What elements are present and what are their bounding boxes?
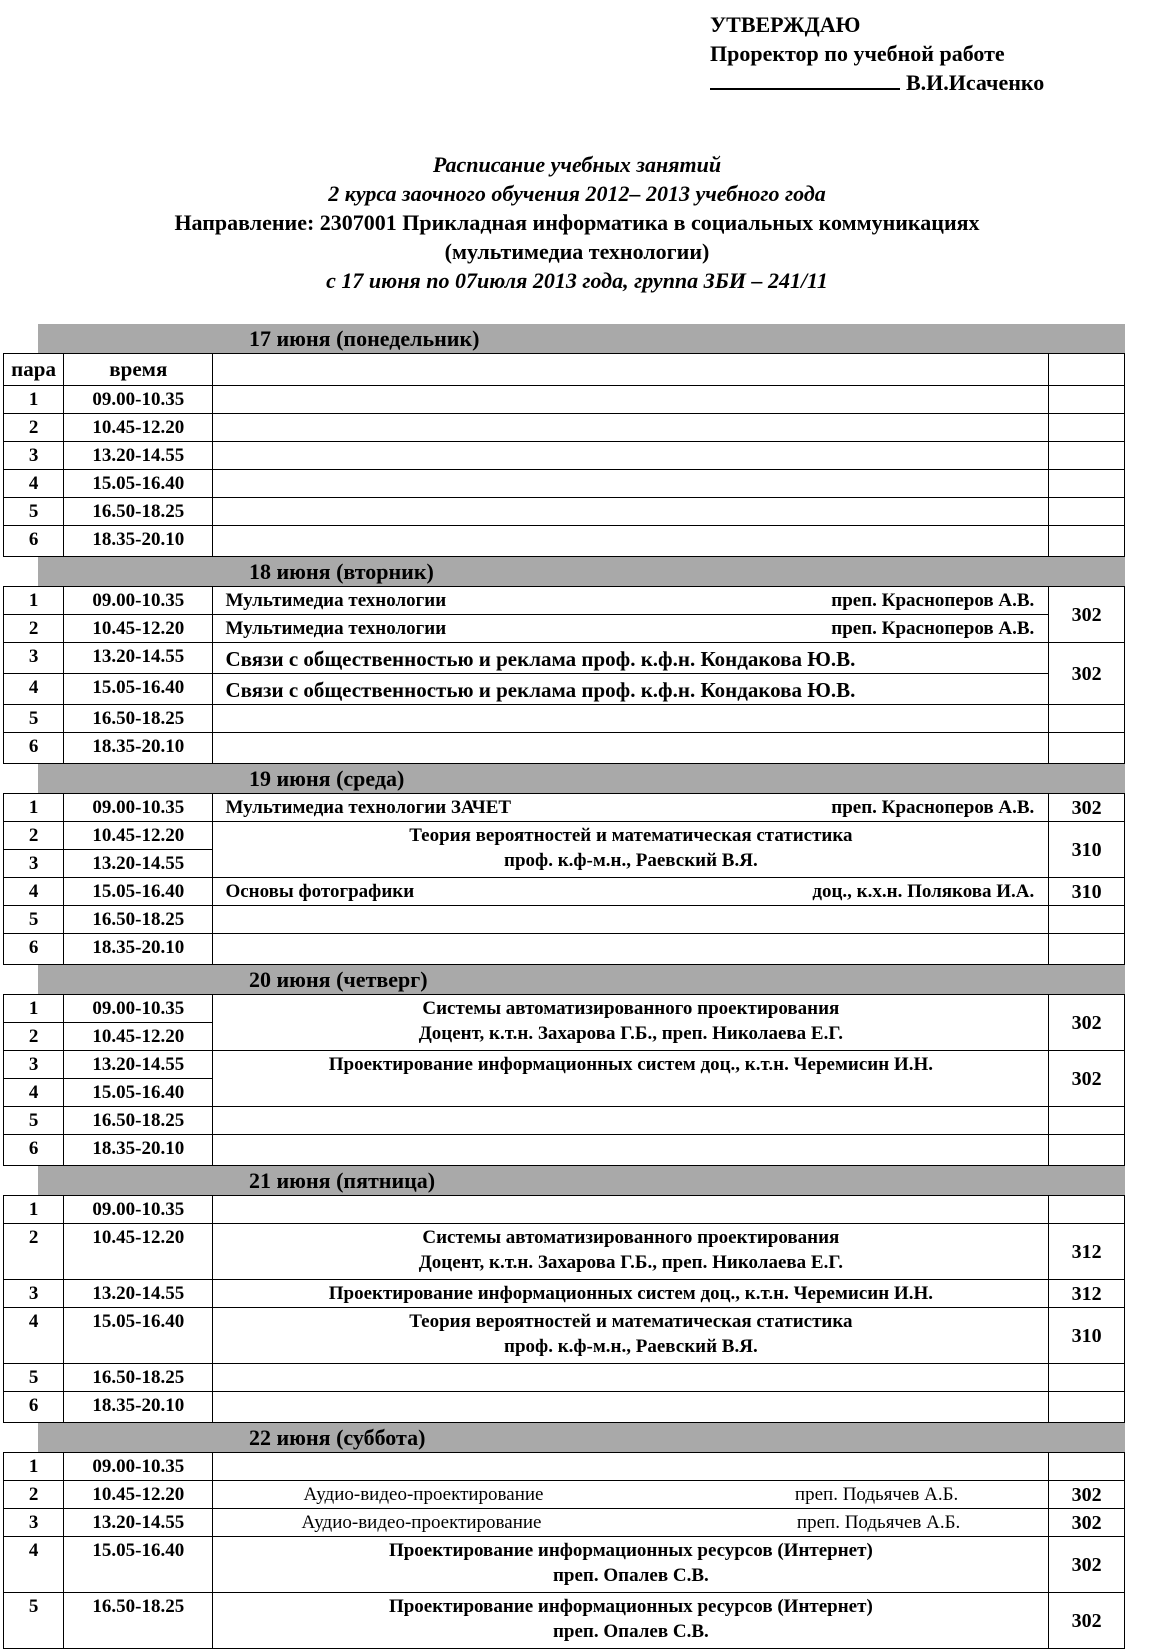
- teacher-name: преп. Красноперов А.В.: [831, 797, 1035, 818]
- subject-cell: [213, 615, 1049, 643]
- subject-cell: [213, 794, 1049, 822]
- teacher-line: преп. Опалев С.В.: [552, 1565, 709, 1586]
- room-cell: 302: [1049, 1481, 1125, 1509]
- room-cell: [1049, 470, 1125, 498]
- subject-cell: [213, 386, 1049, 414]
- time-cell: 10.45-12.20: [64, 1481, 213, 1509]
- room-cell: [1049, 906, 1125, 934]
- time-cell: 18.35-20.10: [64, 934, 213, 965]
- pair-number: 2: [4, 1481, 64, 1509]
- teacher-line: проф. к.ф-м.н., Раевский В.Я.: [504, 850, 758, 871]
- subject-line: Проектирование информационных систем доц., к.т.н. Черемисин И.Н.: [328, 1283, 933, 1304]
- room-cell: 312: [1049, 1280, 1125, 1308]
- day-label: 19 июня (среда): [249, 766, 405, 791]
- subject-row: [213, 1481, 1048, 1506]
- subject-name: Связи с общественностью и реклама проф. к.ф.н. Кондакова Ю.В.: [225, 647, 856, 671]
- time-cell: 09.00-10.35: [64, 1196, 213, 1224]
- pair-number: 1: [4, 587, 64, 615]
- approval-position: Проректор по учебной работе: [710, 41, 1005, 66]
- time-cell: 15.05-16.40: [64, 470, 213, 498]
- day-table: [3, 793, 1125, 965]
- signature-line: [710, 70, 900, 90]
- room-cell: [1049, 498, 1125, 526]
- time-cell: 16.50-18.25: [64, 906, 213, 934]
- time-cell: 09.00-10.35: [64, 995, 213, 1023]
- room-cell: [1049, 442, 1125, 470]
- room-cell: [1049, 414, 1125, 442]
- subject-cell: [213, 822, 1049, 878]
- teacher-name: преп. Подьячев А.Б.: [794, 1484, 959, 1505]
- time-cell: 15.05-16.40: [64, 674, 213, 705]
- day-label: 18 июня (вторник): [249, 559, 434, 584]
- room-cell: 310: [1049, 822, 1125, 878]
- subject-name: Мультимедиа технологии: [225, 618, 447, 639]
- pair-number: 1: [4, 995, 64, 1023]
- subject-row: [213, 1509, 1048, 1534]
- subject-cell: [213, 1107, 1049, 1135]
- room-cell: [1049, 934, 1125, 965]
- pair-number: 3: [4, 850, 64, 878]
- pair-number: 4: [4, 1537, 64, 1593]
- approval-block: [710, 10, 1044, 97]
- time-cell: 18.35-20.10: [64, 1135, 213, 1166]
- subject-line: Теория вероятностей и математическая статистика: [409, 825, 853, 846]
- header-line-3: Направление: 2307001 Прикладная информатика в социальных коммуникациях: [174, 210, 980, 235]
- room-cell: 310: [1049, 878, 1125, 906]
- day-table: [3, 353, 1125, 557]
- subject-cell: [213, 1453, 1049, 1481]
- subject-row: [213, 615, 1048, 640]
- subject-line: Теория вероятностей и математическая статистика: [409, 1311, 853, 1332]
- time-cell: 13.20-14.55: [64, 1051, 213, 1079]
- room-cell: [1049, 705, 1125, 733]
- subject-row: [213, 587, 1048, 612]
- room-cell: 302: [1049, 587, 1125, 643]
- time-cell: 09.00-10.35: [64, 794, 213, 822]
- pair-number: 6: [4, 1135, 64, 1166]
- teacher-line: проф. к.ф-м.н., Раевский В.Я.: [504, 1336, 758, 1357]
- subject-row: [213, 674, 1048, 701]
- room-cell: [1049, 1196, 1125, 1224]
- pair-number: 2: [4, 822, 64, 850]
- teacher-name: доц., к.х.н. Полякова И.А.: [812, 881, 1035, 902]
- subject-cell: [213, 587, 1049, 615]
- time-cell: 09.00-10.35: [64, 386, 213, 414]
- time-cell: 10.45-12.20: [64, 414, 213, 442]
- room-cell: [1049, 1107, 1125, 1135]
- pair-number: 4: [4, 1308, 64, 1364]
- teacher-name: преп. Красноперов А.В.: [831, 590, 1035, 611]
- column-header-pair: пара: [4, 354, 64, 386]
- room-cell: [1049, 1364, 1125, 1392]
- subject-name: Связи с общественностью и реклама проф. к.ф.н. Кондакова Ю.В.: [225, 678, 856, 702]
- room-cell: 302: [1049, 1509, 1125, 1537]
- subject-line: Проектирование информационных ресурсов (Интернет): [388, 1596, 873, 1617]
- subject-line: Проектирование информационных систем доц., к.т.н. Черемисин И.Н.: [328, 1054, 933, 1075]
- subject-cell: [213, 1135, 1049, 1166]
- teacher-name: преп. Подьячев А.Б.: [796, 1512, 961, 1533]
- pair-number: 1: [4, 1453, 64, 1481]
- room-cell: [1049, 1392, 1125, 1423]
- subject-cell: [213, 1224, 1049, 1280]
- pair-number: 3: [4, 1280, 64, 1308]
- subject-cell: [213, 1509, 1049, 1537]
- time-cell: 18.35-20.10: [64, 1392, 213, 1423]
- day-header: [38, 324, 1125, 353]
- teacher-name: преп. Красноперов А.В.: [831, 618, 1035, 639]
- subject-cell: [213, 1051, 1049, 1107]
- header-line-4: (мультимедиа технологии): [444, 239, 710, 264]
- schedule: [3, 324, 1125, 1649]
- room-cell: 302: [1049, 643, 1125, 705]
- pair-number: 5: [4, 498, 64, 526]
- subject-cell: [213, 1537, 1049, 1593]
- pair-number: 5: [4, 906, 64, 934]
- time-cell: 15.05-16.40: [64, 878, 213, 906]
- room-cell: 302: [1049, 1593, 1125, 1649]
- time-cell: 10.45-12.20: [64, 1224, 213, 1280]
- time-cell: 16.50-18.25: [64, 705, 213, 733]
- subject-cell: [213, 643, 1049, 674]
- day-header: [38, 1423, 1125, 1452]
- subject-cell: [213, 1392, 1049, 1423]
- subject-cell: [213, 674, 1049, 705]
- time-cell: 16.50-18.25: [64, 498, 213, 526]
- subject-name: Аудио-видео-проектирование: [301, 1512, 542, 1533]
- pair-number: 2: [4, 414, 64, 442]
- pair-number: 6: [4, 733, 64, 764]
- document-header: [0, 150, 1154, 295]
- pair-number: 5: [4, 1593, 64, 1649]
- subject-cell: [213, 1196, 1049, 1224]
- subject-cell: [213, 498, 1049, 526]
- room-cell: [1049, 733, 1125, 764]
- time-cell: 15.05-16.40: [64, 1079, 213, 1107]
- subject-name: Основы фотографики: [225, 881, 415, 902]
- room-cell: 312: [1049, 1224, 1125, 1280]
- pair-number: 5: [4, 1364, 64, 1392]
- subject-cell: [213, 1364, 1049, 1392]
- room-cell: [1049, 1453, 1125, 1481]
- subject-line: Проектирование информационных ресурсов (Интернет): [388, 1540, 873, 1561]
- day-table: [3, 994, 1125, 1166]
- day-header: [38, 1166, 1125, 1195]
- room-cell: 302: [1049, 794, 1125, 822]
- teacher-line: Доцент, к.т.н. Захарова Г.Б., преп. Николаева Е.Г.: [418, 1252, 844, 1273]
- subject-name: Аудио-видео-проектирование: [303, 1484, 544, 1505]
- day-header: [38, 965, 1125, 994]
- subject-cell: [213, 470, 1049, 498]
- pair-number: 3: [4, 1051, 64, 1079]
- subject-cell: [213, 1593, 1049, 1649]
- teacher-line: Доцент, к.т.н. Захарова Г.Б., преп. Николаева Е.Г.: [418, 1023, 844, 1044]
- pair-number: 2: [4, 615, 64, 643]
- teacher-line: преп. Опалев С.В.: [552, 1621, 709, 1642]
- time-cell: 09.00-10.35: [64, 1453, 213, 1481]
- time-cell: 13.20-14.55: [64, 1509, 213, 1537]
- pair-number: 6: [4, 526, 64, 557]
- day-header: [38, 557, 1125, 586]
- pair-number: 5: [4, 705, 64, 733]
- pair-number: 2: [4, 1224, 64, 1280]
- time-cell: 10.45-12.20: [64, 1023, 213, 1051]
- day-header: [38, 764, 1125, 793]
- subject-cell: [213, 934, 1049, 965]
- time-cell: 13.20-14.55: [64, 850, 213, 878]
- subject-cell: [213, 414, 1049, 442]
- day-table: [3, 1195, 1125, 1423]
- day-label: 21 июня (пятница): [249, 1168, 436, 1193]
- time-cell: 13.20-14.55: [64, 442, 213, 470]
- subject-cell: [213, 878, 1049, 906]
- pair-number: 4: [4, 1079, 64, 1107]
- time-cell: 16.50-18.25: [64, 1107, 213, 1135]
- pair-number: 3: [4, 1509, 64, 1537]
- subject-cell: [213, 354, 1049, 386]
- pair-number: 5: [4, 1107, 64, 1135]
- time-cell: 09.00-10.35: [64, 587, 213, 615]
- approval-heading: УТВЕРЖДАЮ: [710, 12, 861, 37]
- subject-row: [213, 794, 1048, 819]
- subject-cell: [213, 442, 1049, 470]
- day-label: 17 июня (понедельник): [249, 326, 480, 351]
- time-cell: 16.50-18.25: [64, 1593, 213, 1649]
- subject-row: [213, 878, 1048, 903]
- time-cell: 15.05-16.40: [64, 1308, 213, 1364]
- room-cell: [1049, 354, 1125, 386]
- pair-number: 3: [4, 643, 64, 674]
- subject-line: Системы автоматизированного проектирования: [422, 998, 840, 1019]
- room-cell: [1049, 526, 1125, 557]
- day-label: 20 июня (четверг): [249, 967, 428, 992]
- column-header-time: время: [64, 354, 213, 386]
- pair-number: 1: [4, 1196, 64, 1224]
- time-cell: 16.50-18.25: [64, 1364, 213, 1392]
- approval-name: В.И.Исаченко: [906, 70, 1045, 95]
- subject-cell: [213, 995, 1049, 1051]
- subject-cell: [213, 705, 1049, 733]
- room-cell: [1049, 1135, 1125, 1166]
- subject-name: Мультимедиа технологии: [225, 590, 447, 611]
- day-table: [3, 586, 1125, 764]
- room-cell: 302: [1049, 1051, 1125, 1107]
- pair-number: 6: [4, 1392, 64, 1423]
- time-cell: 13.20-14.55: [64, 1280, 213, 1308]
- pair-number: 3: [4, 442, 64, 470]
- time-cell: 18.35-20.10: [64, 733, 213, 764]
- header-line-5: с 17 июня по 07июля 2013 года, группа ЗБИ – 241/11: [326, 268, 828, 293]
- subject-cell: [213, 1481, 1049, 1509]
- time-cell: 15.05-16.40: [64, 1537, 213, 1593]
- room-cell: 302: [1049, 1537, 1125, 1593]
- subject-cell: [213, 906, 1049, 934]
- day-table: [3, 1452, 1125, 1649]
- subject-row: [213, 643, 1048, 670]
- approval-signature: [710, 68, 1044, 97]
- pair-number: 4: [4, 674, 64, 705]
- time-cell: 18.35-20.10: [64, 526, 213, 557]
- subject-cell: [213, 1308, 1049, 1364]
- time-cell: 10.45-12.20: [64, 822, 213, 850]
- pair-number: 1: [4, 386, 64, 414]
- room-cell: 302: [1049, 995, 1125, 1051]
- subject-cell: [213, 526, 1049, 557]
- pair-number: 2: [4, 1023, 64, 1051]
- subject-line: Системы автоматизированного проектирования: [422, 1227, 840, 1248]
- subject-name: Мультимедиа технологии ЗАЧЕТ: [225, 797, 512, 818]
- header-line-1: Расписание учебных занятий: [432, 152, 722, 177]
- room-cell: [1049, 386, 1125, 414]
- day-label: 22 июня (суббота): [249, 1425, 426, 1450]
- time-cell: 10.45-12.20: [64, 615, 213, 643]
- pair-number: 6: [4, 934, 64, 965]
- room-cell: 310: [1049, 1308, 1125, 1364]
- time-cell: 13.20-14.55: [64, 643, 213, 674]
- subject-cell: [213, 733, 1049, 764]
- pair-number: 1: [4, 794, 64, 822]
- header-line-2: 2 курса заочного обучения 2012– 2013 учебного года: [328, 181, 826, 206]
- pair-number: 4: [4, 470, 64, 498]
- pair-number: 4: [4, 878, 64, 906]
- subject-cell: [213, 1280, 1049, 1308]
